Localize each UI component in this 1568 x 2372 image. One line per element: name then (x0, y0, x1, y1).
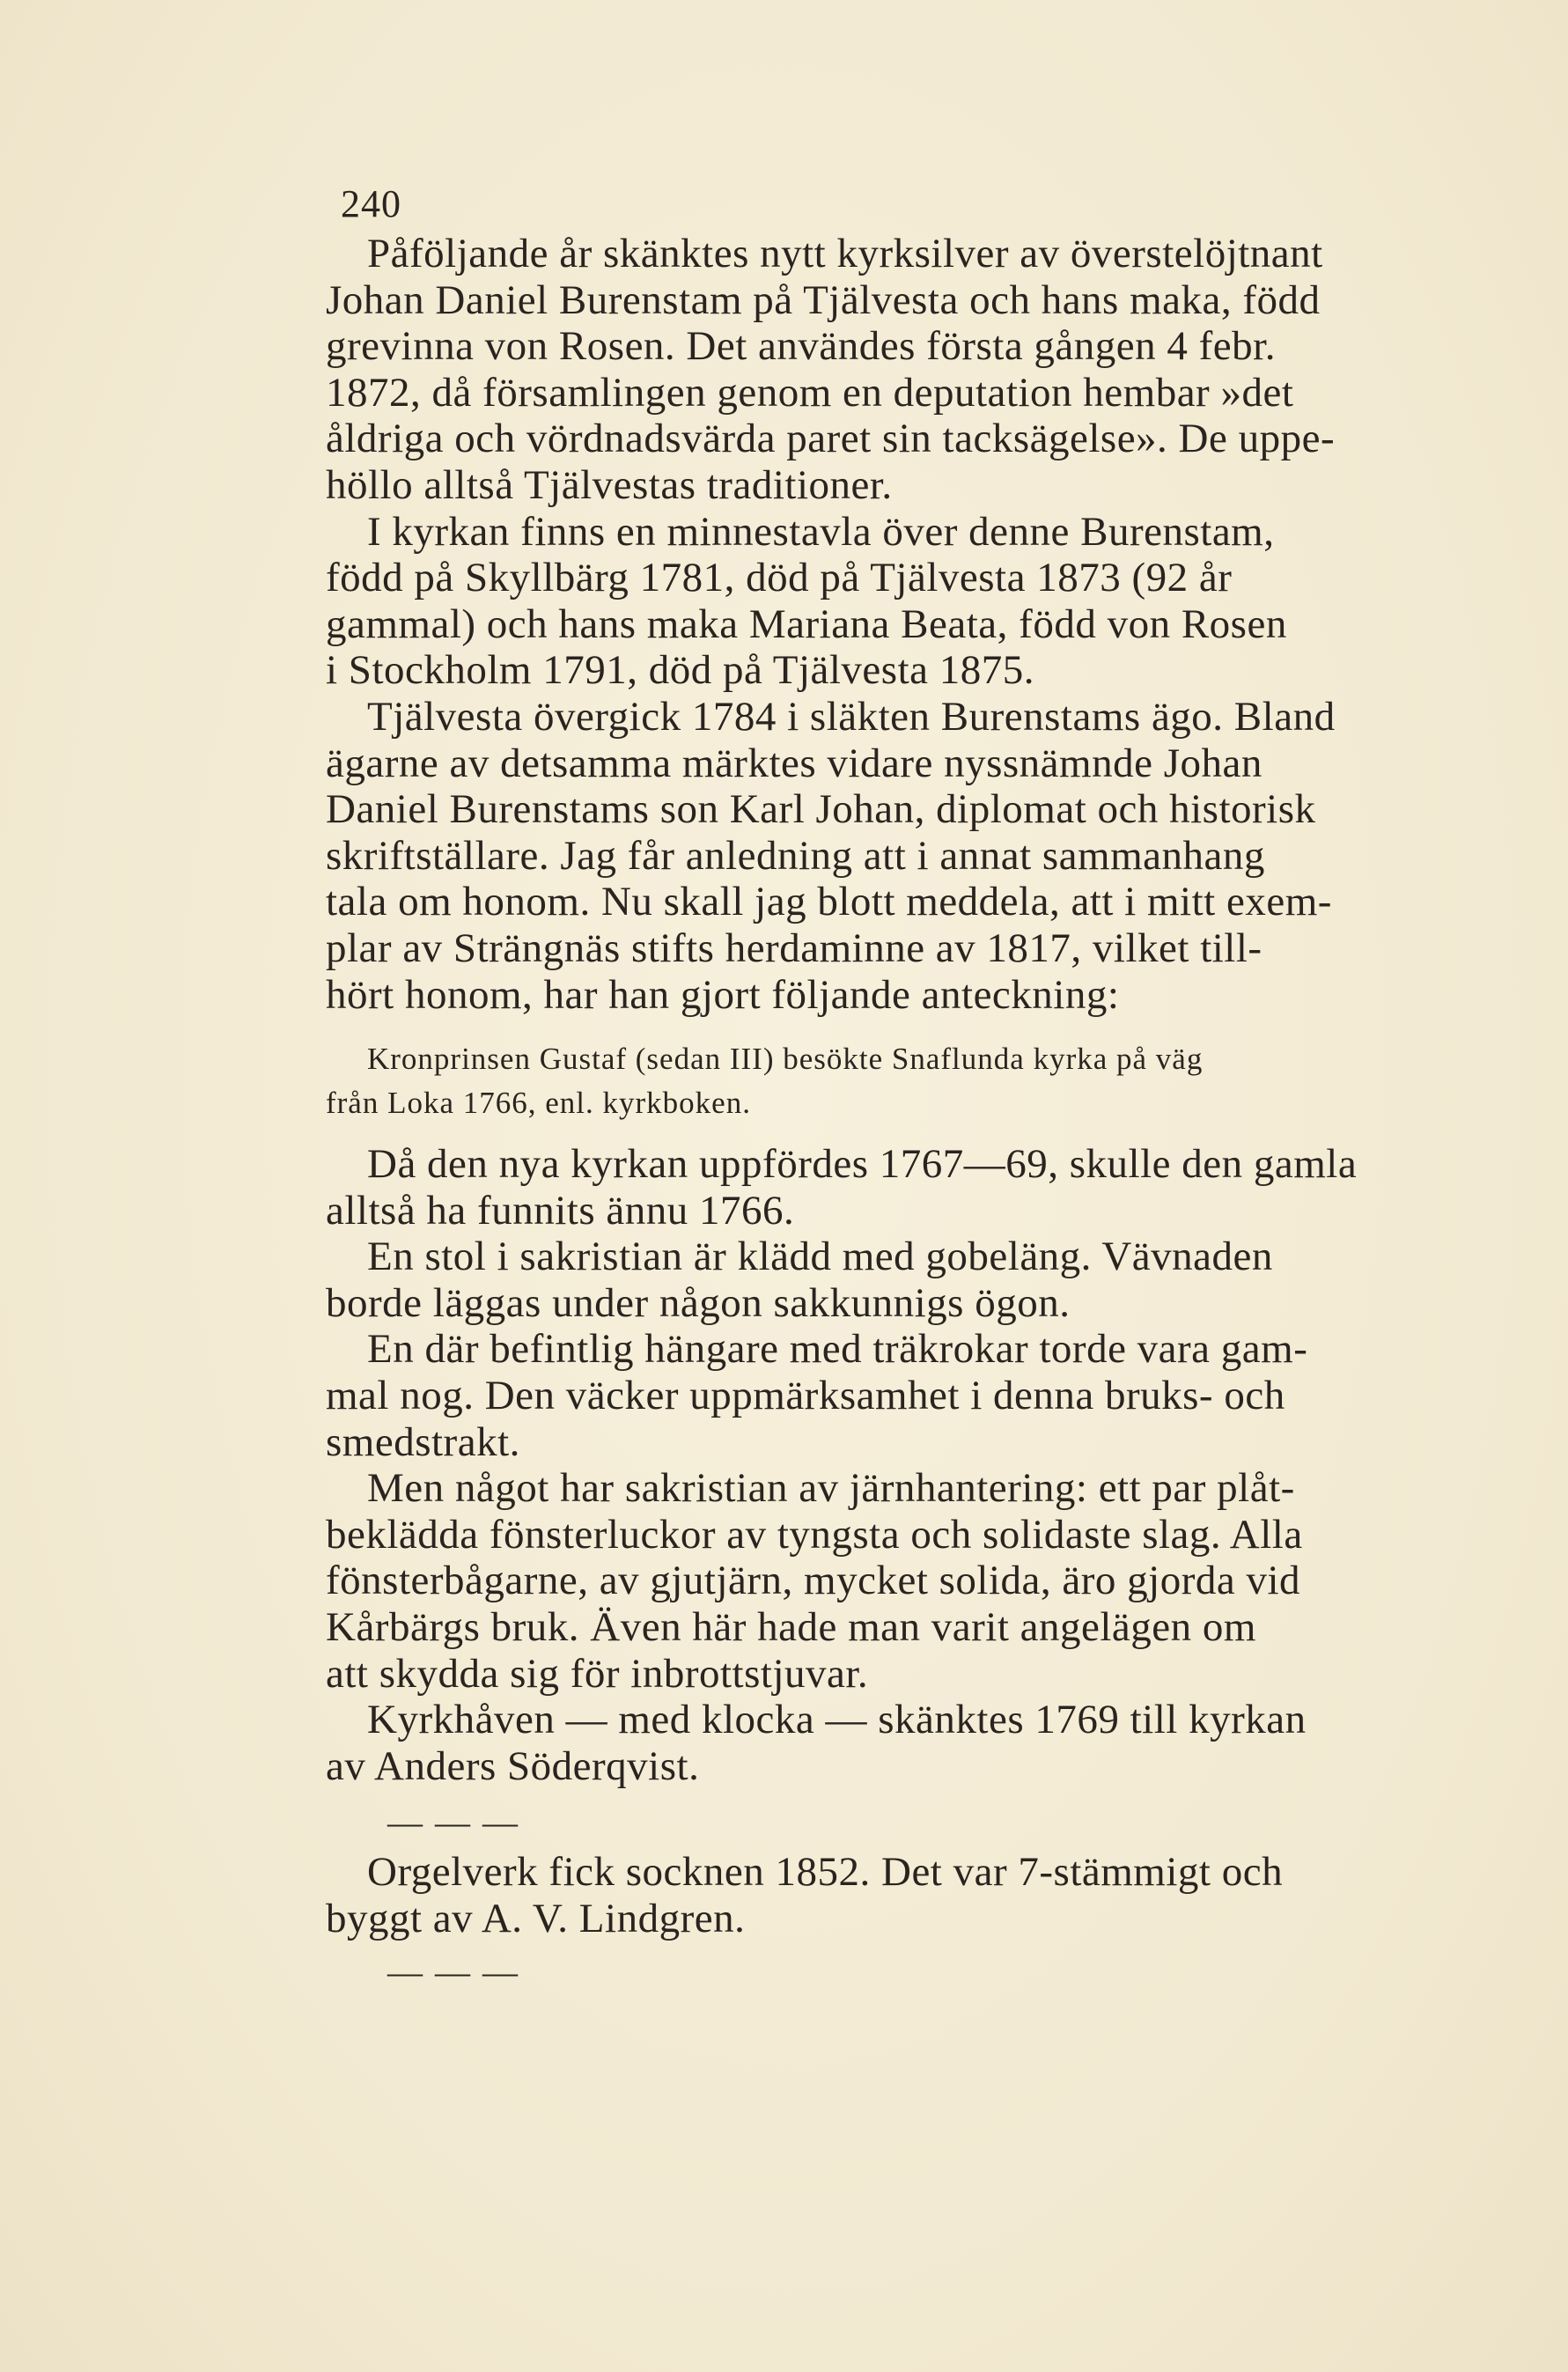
text-line: i Stockholm 1791, död på Tjälvesta 1875. (326, 647, 1035, 694)
body-text (326, 231, 1453, 1999)
text-line: hört honom, har han gjort följande anteckning: (326, 971, 1120, 1018)
text-line: Påföljande år skänktes nytt kyrksilver av överstelöjtnant (367, 231, 1323, 276)
text-line: Då den nya kyrkan uppfördes 1767—69, skulle den gamla (367, 1141, 1358, 1188)
text-line: borde läggas under någon sakkunnigs ögon. (326, 1279, 1071, 1326)
text-line: Daniel Burenstams son Karl Johan, diplomat och historisk (326, 786, 1316, 833)
paragraph (326, 231, 1453, 509)
paragraph (326, 1234, 1453, 1326)
text-line: Orgelverk fick socknen 1852. Det var 7-stämmigt och (367, 1849, 1284, 1896)
text-line: Men något har sakristian av järnhantering: ett par plåt- (367, 1465, 1295, 1512)
text-line: byggt av A. V. Lindgren. (326, 1896, 746, 1941)
paragraph (326, 1697, 1453, 1789)
text-line: skriftställare. Jag får anledning att i annat sammanhang (326, 832, 1265, 879)
text-line: En stol i sakristian är klädd med gobeläng. Vävnaden (367, 1234, 1273, 1280)
text-line: Kårbärgs bruk. Även här hade man varit angelägen om (326, 1604, 1256, 1651)
text-line: ägarne av detsamma märktes vidare nyssnämnde Johan (326, 740, 1262, 786)
text-line: född på Skyllbärg 1781, död på Tjälvesta 1873 (92 år (326, 555, 1233, 601)
text-line: åldriga och vördnadsvärda paret sin tacksägelse». De uppe- (326, 416, 1336, 462)
text-line: mal nog. Den väcker uppmärksamhet i denna bruks- och (326, 1373, 1285, 1419)
text-line: Tjälvesta övergick 1784 i släkten Burenstams ägo. Bland (367, 693, 1336, 740)
text-line: grevinna von Rosen. Det användes första gången 4 febr. (326, 323, 1276, 370)
text-line: tala om honom. Nu skall jag blott meddela, att i mitt exem- (326, 879, 1332, 925)
paragraph (326, 509, 1453, 694)
text-line: 1872, då församlingen genom en deputation hembar »det (326, 369, 1294, 416)
text-line: höllo alltså Tjälvestas traditioner. (326, 461, 893, 508)
note-line: Kronprinsen Gustaf (sedan III) besökte Snaflunda kyrka på väg (367, 1042, 1204, 1077)
text-line: beklädda fönsterluckor av tyngsta och solidaste slag. Alla (326, 1511, 1303, 1558)
page-number: 240 (341, 182, 401, 225)
quoted-note (326, 1037, 1453, 1125)
text-line: Kyrkhåven — med klocka — skänktes 1769 till kyrkan (367, 1697, 1307, 1743)
paragraph (326, 1326, 1453, 1465)
paragraph (326, 1465, 1453, 1697)
text-line: alltså ha funnits ännu 1766. (326, 1187, 795, 1234)
paragraph (326, 694, 1453, 1018)
text-line: gammal) och hans maka Mariana Beata, född von Rosen (326, 600, 1287, 647)
section-separator: — — — (387, 1802, 519, 1843)
paragraph (326, 1849, 1453, 1941)
text-line: att skydda sig för inbrottstjuvar. (326, 1650, 869, 1697)
text-line: En där befintlig hängare med träkrokar torde vara gam- (367, 1326, 1308, 1373)
text-line: smedstrakt. (326, 1418, 520, 1465)
text-line: Johan Daniel Burenstam på Tjälvesta och hans maka, född (326, 276, 1321, 323)
text-line: I kyrkan finns en minnestavla över denne Burenstam, (367, 508, 1275, 555)
text-line: fönsterbågarne, av gjutjärn, mycket solida, äro gjorda vid (326, 1558, 1301, 1604)
text-line: plar av Strängnäs stifts herdaminne av 1817, vilket till- (326, 924, 1262, 971)
text-line: av Anders Söderqvist. (326, 1742, 700, 1789)
paragraph (326, 1141, 1453, 1234)
section-separator: — — — (387, 1951, 519, 1992)
note-line: från Loka 1766, enl. kyrkboken. (326, 1086, 751, 1121)
